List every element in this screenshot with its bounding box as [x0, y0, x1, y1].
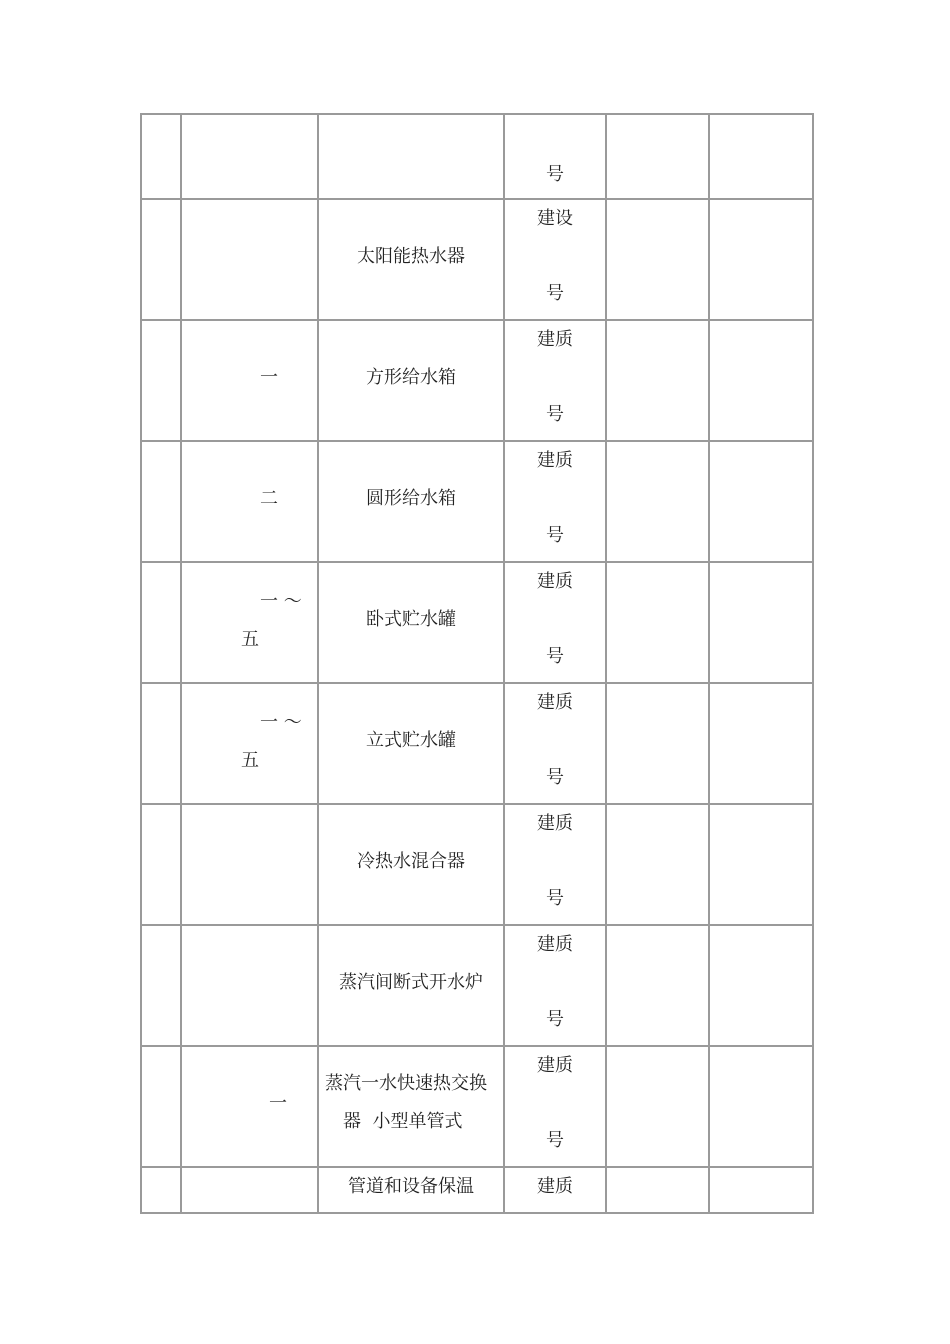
item-name: 卧式贮水罐 — [366, 609, 456, 630]
index-cell — [141, 199, 181, 320]
index-cell — [141, 441, 181, 562]
item-number-line2: 五 — [241, 629, 259, 650]
category-suffix: 号 — [546, 404, 564, 425]
category-cell — [504, 925, 606, 1046]
blank-cell — [709, 804, 813, 925]
blank-cell — [606, 114, 709, 199]
table-row — [141, 562, 813, 683]
item-name: 立式贮水罐 — [366, 730, 456, 751]
item-number-line1: 一 ～ — [260, 591, 302, 612]
category-suffix: 号 — [546, 525, 564, 546]
blank-cell — [606, 320, 709, 441]
blank-cell — [709, 683, 813, 804]
index-cell — [141, 114, 181, 199]
blank-cell — [606, 1046, 709, 1167]
index-cell — [141, 320, 181, 441]
table-row — [141, 925, 813, 1046]
item-name: 冷热水混合器 — [357, 851, 465, 872]
name-cell — [318, 683, 504, 804]
category-prefix: 建设 — [537, 208, 573, 229]
category-prefix: 建质 — [537, 571, 573, 592]
index-cell — [141, 683, 181, 804]
blank-cell — [709, 1046, 813, 1167]
name-cell — [318, 114, 504, 199]
name-cell — [318, 441, 504, 562]
number-cell — [181, 320, 318, 441]
blank-cell — [606, 199, 709, 320]
blank-cell — [709, 441, 813, 562]
table-row — [141, 320, 813, 441]
table-row — [141, 1167, 813, 1213]
name-cell — [318, 804, 504, 925]
index-cell — [141, 925, 181, 1046]
name-cell — [318, 320, 504, 441]
blank-cell — [709, 114, 813, 199]
blank-cell — [606, 804, 709, 925]
item-number: 一 — [269, 1093, 287, 1114]
category-cell — [504, 1167, 606, 1213]
item-number-line2: 五 — [241, 750, 259, 771]
name-cell — [318, 1167, 504, 1213]
category-prefix: 建质 — [537, 692, 573, 713]
category-cell — [504, 441, 606, 562]
blank-cell — [606, 562, 709, 683]
index-cell — [141, 1046, 181, 1167]
number-cell — [181, 1167, 318, 1213]
category-cell — [504, 320, 606, 441]
item-name: 太阳能热水器 — [357, 246, 465, 267]
table-row — [141, 199, 813, 320]
number-cell — [181, 804, 318, 925]
number-cell — [181, 562, 318, 683]
item-number: 二 — [260, 488, 278, 509]
category-prefix: 建质 — [537, 813, 573, 834]
table-row — [141, 804, 813, 925]
number-cell — [181, 199, 318, 320]
blank-cell — [606, 683, 709, 804]
table-row — [141, 683, 813, 804]
item-name: 蒸汽间断式开水炉 — [339, 972, 483, 993]
name-cell — [318, 925, 504, 1046]
index-cell — [141, 1167, 181, 1213]
category-prefix: 建质 — [537, 934, 573, 955]
category-suffix: 号 — [546, 646, 564, 667]
category-prefix: 建质 — [537, 1176, 573, 1197]
number-cell — [181, 683, 318, 804]
index-cell — [141, 562, 181, 683]
number-cell — [181, 925, 318, 1046]
table-row — [141, 1046, 813, 1167]
category-cell — [504, 683, 606, 804]
blank-cell — [606, 441, 709, 562]
item-number-line1: 一 ～ — [260, 712, 302, 733]
category-suffix: 号 — [546, 888, 564, 909]
table-row — [141, 114, 813, 199]
category-prefix: 建质 — [537, 329, 573, 350]
name-cell — [318, 562, 504, 683]
category-suffix: 号 — [546, 1130, 564, 1151]
category-cell — [504, 199, 606, 320]
table-row — [141, 441, 813, 562]
item-name: 管道和设备保温 — [348, 1176, 474, 1197]
blank-cell — [606, 925, 709, 1046]
category-cell — [504, 1046, 606, 1167]
item-name-line2: 器 小型单管式 — [343, 1111, 463, 1132]
item-name: 圆形给水箱 — [366, 488, 456, 509]
category-cell — [504, 562, 606, 683]
blank-cell — [709, 199, 813, 320]
category-suffix: 号 — [546, 283, 564, 304]
item-number: 一 — [260, 367, 278, 388]
category-suffix: 号 — [546, 767, 564, 788]
category-cell — [504, 804, 606, 925]
item-name-line1: 蒸汽一水快速热交换 — [325, 1073, 487, 1094]
name-cell — [318, 1046, 504, 1167]
category-suffix: 号 — [546, 164, 564, 185]
number-cell — [181, 114, 318, 199]
name-cell — [318, 199, 504, 320]
category-prefix: 建质 — [537, 1055, 573, 1076]
blank-cell — [709, 1167, 813, 1213]
item-name: 方形给水箱 — [366, 367, 456, 388]
category-cell — [504, 114, 606, 199]
index-cell — [141, 804, 181, 925]
standards-table — [140, 113, 814, 1214]
category-suffix: 号 — [546, 1009, 564, 1030]
number-cell — [181, 1046, 318, 1167]
blank-cell — [606, 1167, 709, 1213]
blank-cell — [709, 320, 813, 441]
blank-cell — [709, 562, 813, 683]
number-cell — [181, 441, 318, 562]
category-prefix: 建质 — [537, 450, 573, 471]
blank-cell — [709, 925, 813, 1046]
